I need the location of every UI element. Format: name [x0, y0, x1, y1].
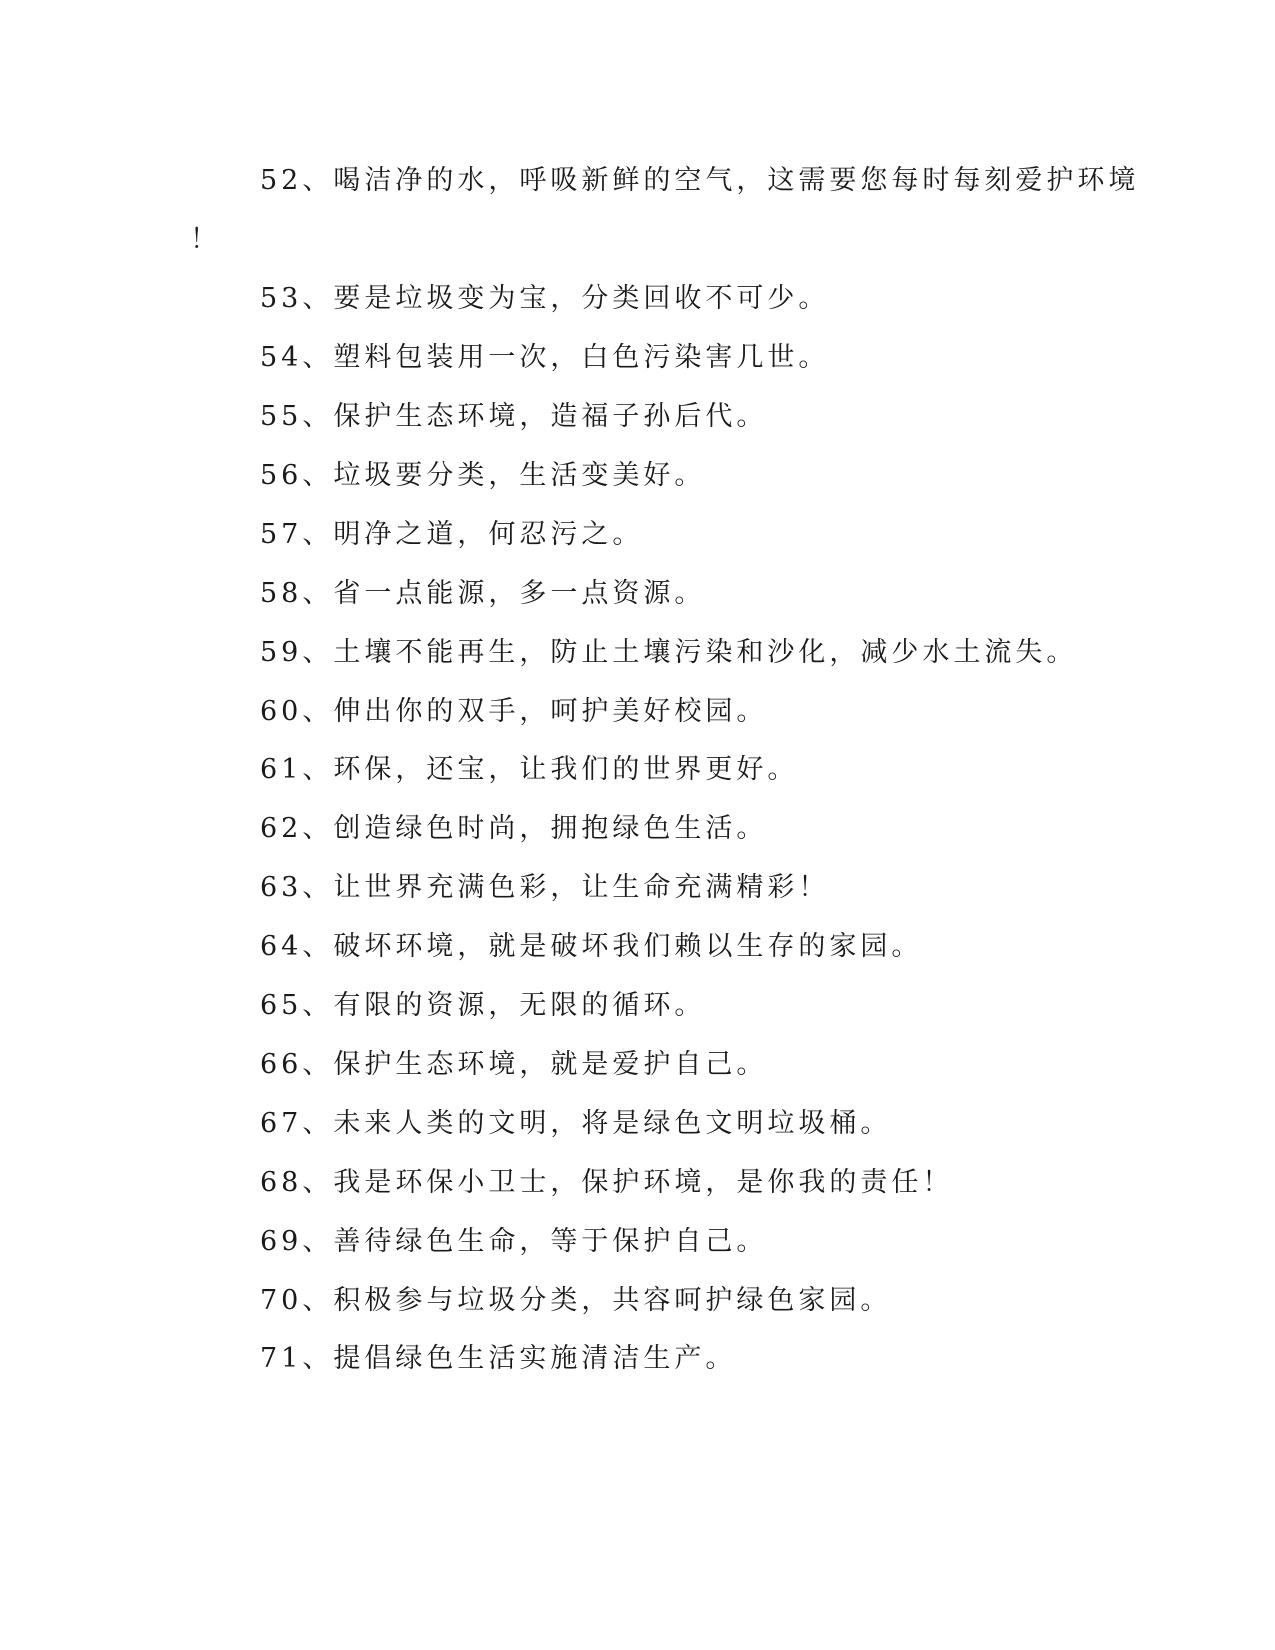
slogan-62: 62、创造绿色时尚，拥抱绿色生活。: [260, 813, 768, 844]
slogan-53: 53、要是垃圾变为宝，分类回收不可少。: [260, 283, 830, 314]
slogan-68: 68、我是环保小卫士，保护环境，是你我的责任！: [260, 1167, 954, 1198]
slogan-52: 52、喝洁净的水，呼吸新鲜的空气，这需要您每时每刻爱护环境: [260, 165, 1140, 196]
slogan-54: 54、塑料包装用一次，白色污染害几世。: [260, 342, 830, 373]
slogan-64: 64、破坏环境，就是破坏我们赖以生存的家园。: [260, 931, 923, 962]
slogan-57: 57、明净之道，何忍污之。: [260, 519, 644, 550]
slogan-52-continuation: ！: [190, 224, 217, 255]
slogan-70: 70、积极参与垃圾分类，共容呵护绿色家园。: [260, 1285, 892, 1316]
slogan-59: 59、土壤不能再生，防止土壤污染和沙化，减少水土流失。: [260, 637, 1078, 668]
slogan-56: 56、垃圾要分类，生活变美好。: [260, 460, 706, 491]
slogan-71: 71、提倡绿色生活实施清洁生产。: [260, 1343, 737, 1374]
slogan-55: 55、保护生态环境，造福子孙后代。: [260, 401, 768, 432]
slogan-65: 65、有限的资源，无限的循环。: [260, 990, 706, 1021]
slogan-63: 63、让世界充满色彩，让生命充满精彩！: [260, 872, 830, 903]
slogan-61: 61、环保，还宝，让我们的世界更好。: [260, 754, 799, 785]
slogan-69: 69、善待绿色生命，等于保护自己。: [260, 1226, 768, 1257]
slogan-58: 58、省一点能源，多一点资源。: [260, 578, 706, 609]
slogan-66: 66、保护生态环境，就是爱护自己。: [260, 1049, 768, 1080]
slogan-60: 60、伸出你的双手，呵护美好校园。: [260, 696, 768, 727]
slogan-67: 67、未来人类的文明，将是绿色文明垃圾桶。: [260, 1108, 892, 1139]
